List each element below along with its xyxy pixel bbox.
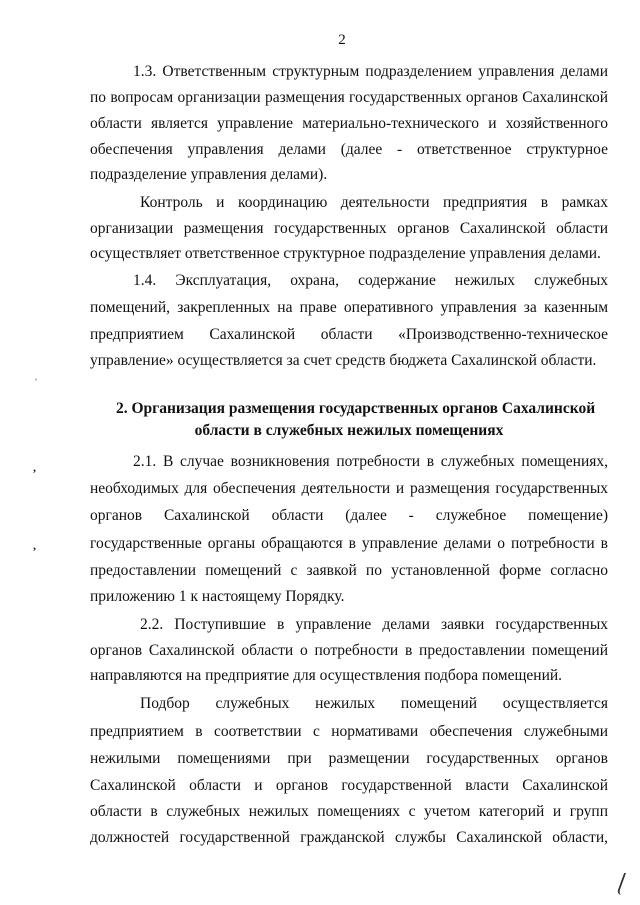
paragraph-line: по вопросам организации размещения государственных органов Сахалинской: [90, 89, 608, 106]
paragraph-line: управление» осуществляется за счет средств бюджета Сахалинской области.: [90, 352, 597, 369]
paragraph-line: организации размещения государственных органов Сахалинской области: [90, 220, 608, 237]
paragraph-line: Сахалинской области и органов государственной власти Сахалинской: [90, 777, 608, 794]
paragraph-line: государственные органы обращаются в управление делами о потребности в: [90, 535, 608, 552]
paragraph-line: области является управление материально-технического и хозяйственного: [90, 115, 608, 132]
paragraph-line: 2.1. В случае возникновения потребности в служебных помещениях,: [133, 453, 608, 470]
paragraph-line: обеспечения управления делами (далее - ответственное структурное: [90, 141, 608, 158]
paragraph-line: Подбор служебных нежилых помещений осуществляется: [140, 695, 608, 712]
handwritten-mark: [616, 873, 640, 895]
paragraph-line: Контроль и координацию деятельности предприятия в рамках: [140, 194, 608, 211]
paragraph-line: области в служебных нежилых помещениях с учетом категорий и групп: [90, 803, 608, 820]
paragraph-line: предприятием в соответствии с нормативами обеспечения служебными: [90, 723, 608, 740]
paragraph-line: предоставлении помещений с заявкой по установленной форме согласно: [90, 562, 608, 579]
paragraph-line: органов Сахалинской области (далее - служебное помещение): [90, 507, 608, 524]
section-heading: области в служебных нежилых помещениях: [194, 422, 504, 439]
paragraph-line: осуществляет ответственное структурное подразделение управления делами.: [90, 245, 601, 262]
binding-hole-mark: ,: [33, 460, 36, 474]
binding-hole-mark: ˈ: [34, 376, 38, 390]
paragraph-line: 1.4. Эксплуатация, охрана, содержание нежилых служебных: [133, 272, 608, 289]
paragraph-line: приложению 1 к настоящему Порядку.: [90, 588, 345, 605]
paragraph-line: 1.3. Ответственным структурным подразделением управления делами: [133, 63, 608, 80]
paragraph-line: направляются на предприятие для осуществления подбора помещений.: [90, 667, 563, 684]
section-heading: 2. Организация размещения государственных органов Сахалинской: [116, 400, 596, 417]
paragraph-line: помещений, закрепленных на праве оперативного управления за казенным: [90, 299, 608, 316]
paragraph-line: должностей государственной гражданской службы Сахалинской области,: [90, 829, 608, 846]
paragraph-line: органов Сахалинской области о потребности в предоставлении помещений: [90, 642, 608, 659]
paragraph-line: нежилыми помещениями при размещении государственных органов: [90, 750, 608, 767]
paragraph-line: 2.2. Поступившие в управление делами заявки государственных: [140, 616, 608, 633]
binding-hole-mark: ,: [33, 538, 36, 552]
paragraph-line: предприятием Сахалинской области «Производственно-техническое: [90, 326, 608, 343]
paragraph-line: необходимых для обеспечения деятельности и размещения государственных: [90, 480, 608, 497]
paragraph-line: подразделение управления делами).: [90, 166, 328, 183]
page-number: 2: [338, 32, 346, 48]
